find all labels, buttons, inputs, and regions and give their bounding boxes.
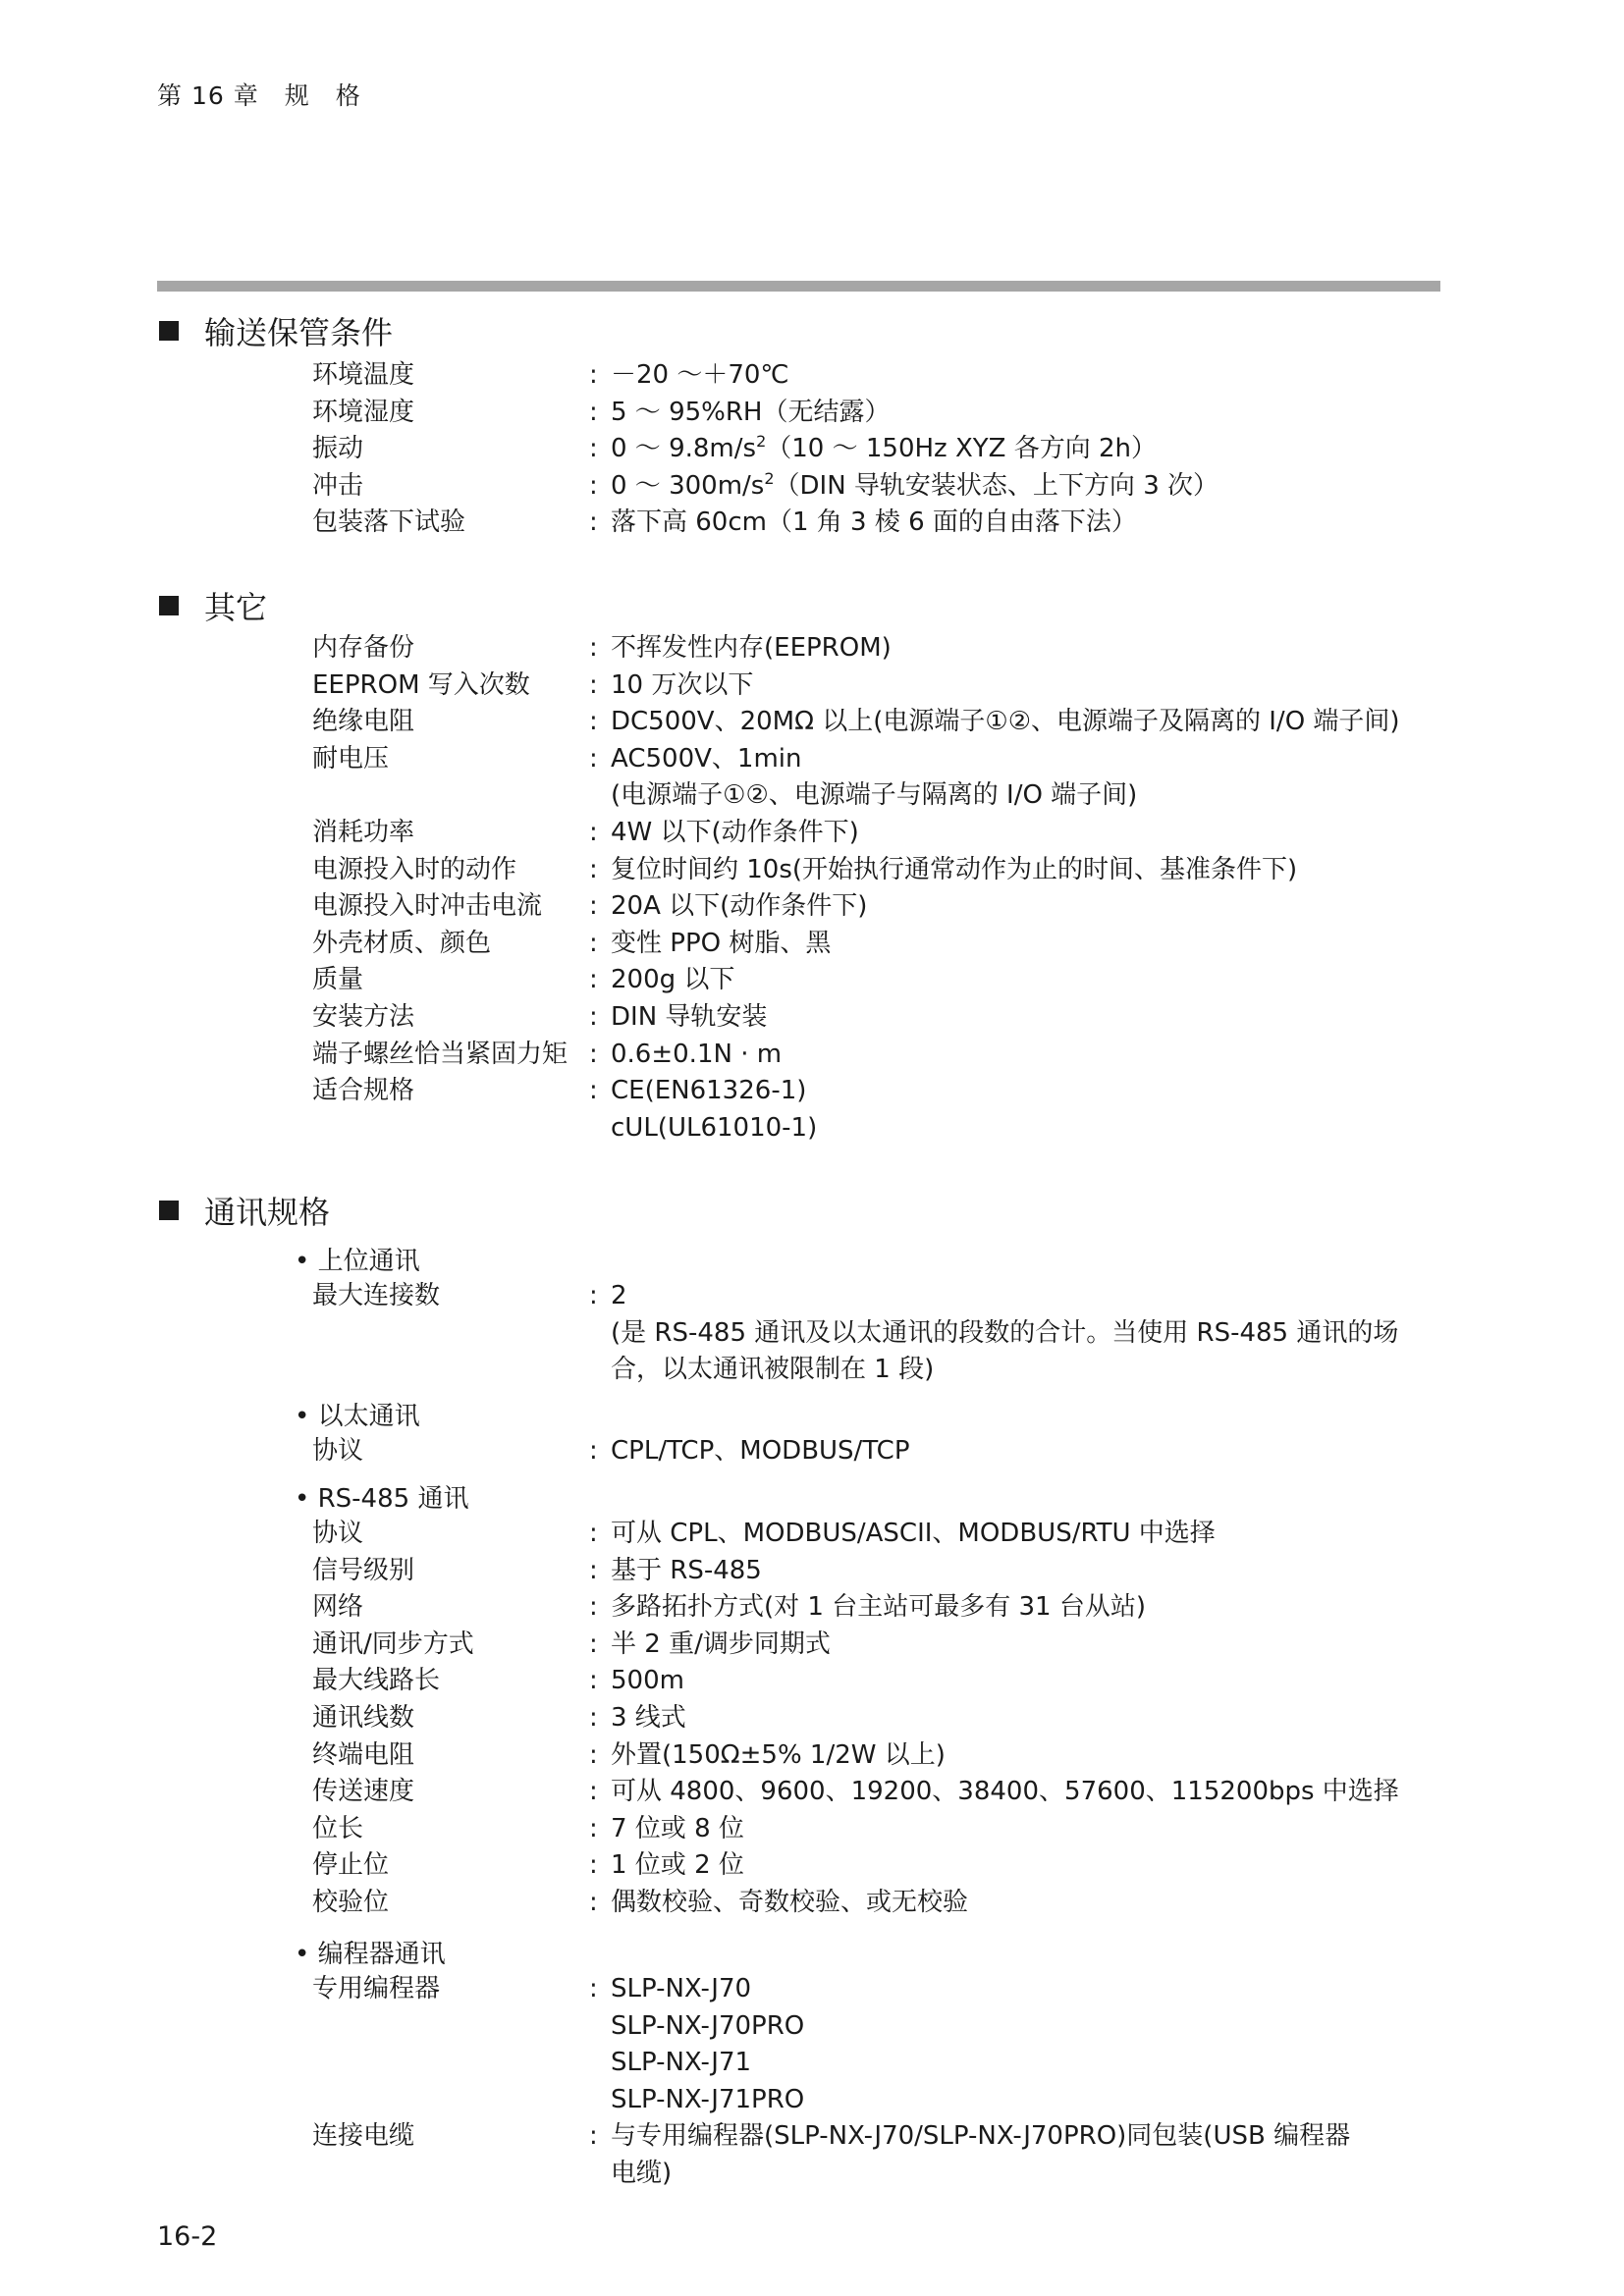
colon-separator: : xyxy=(589,434,598,464)
spec-value xyxy=(589,1737,946,1773)
spec-value xyxy=(589,2156,672,2191)
spec-label: 耐电压 xyxy=(312,743,390,774)
spec-value xyxy=(589,1073,806,1108)
spec-value-text: 10 万次以下 xyxy=(611,669,754,700)
spec-value xyxy=(589,777,1137,813)
spec-label: 质量 xyxy=(312,965,364,995)
spec-value xyxy=(589,1433,910,1468)
subsection-programmer: • 编程器通讯 xyxy=(295,1940,446,1969)
spec-value-text: 3 线式 xyxy=(611,1703,686,1733)
colon-separator: : xyxy=(589,891,598,922)
colon-separator: : xyxy=(589,1739,598,1770)
chapter-header: 第 16 章 规 格 xyxy=(157,81,361,110)
spec-value xyxy=(589,1553,762,1588)
spec-label: 环境温度 xyxy=(312,360,415,390)
spec-value xyxy=(589,815,859,850)
spec-value xyxy=(589,1278,627,1313)
spec-label: 绝缘电阻 xyxy=(312,707,415,737)
spec-value xyxy=(589,2082,804,2117)
spec-value-text: 落下高 60cm（1 角 3 棱 6 面的自由落下法） xyxy=(611,507,1137,538)
spec-value-text: 4W 以下(动作条件下) xyxy=(611,818,859,847)
spec-label: 适合规格 xyxy=(312,1076,415,1106)
colon-separator: : xyxy=(589,965,598,995)
section-title-transport xyxy=(159,308,393,353)
spec-label: 安装方法 xyxy=(312,1002,415,1032)
spec-value xyxy=(589,1315,1398,1351)
spec-value-text: 2 xyxy=(611,1281,627,1310)
spec-value-text: 与专用编程器(SLP-NX-J70/SLP-NX-J70PRO)同包装(USB 编程器 xyxy=(611,2121,1351,2152)
colon-separator: : xyxy=(589,854,598,884)
colon-separator: : xyxy=(589,633,598,663)
colon-separator: : xyxy=(589,1777,598,1807)
square-bullet-icon xyxy=(159,321,179,341)
spec-value xyxy=(589,999,767,1035)
colon-separator: : xyxy=(589,1076,598,1106)
section-title-text: 其它 xyxy=(204,589,268,626)
colon-separator: : xyxy=(589,1002,598,1032)
page-number: 16-2 xyxy=(157,2221,218,2252)
colon-separator: : xyxy=(589,1703,598,1733)
spec-value-text: 5 ～ 95%RH（无结露） xyxy=(611,397,891,427)
colon-separator: : xyxy=(589,507,598,538)
spec-label: 位长 xyxy=(312,1813,364,1843)
spec-value xyxy=(589,852,1297,887)
spec-label: 终端电阻 xyxy=(312,1739,415,1770)
spec-value-text: 外置(150Ω±5% 1/2W 以上) xyxy=(611,1739,946,1770)
spec-value-text: 电缆) xyxy=(611,2159,673,2188)
colon-separator: : xyxy=(589,2121,598,2152)
spec-label: EEPROM 写入次数 xyxy=(312,669,530,700)
spec-value-text: 合，以太通讯被限制在 1 段) xyxy=(611,1355,935,1385)
spec-value-text: 变性 PPO 树脂、黑 xyxy=(611,928,832,958)
colon-separator: : xyxy=(589,818,598,847)
spec-value-text: 半 2 重/调步同期式 xyxy=(611,1629,831,1659)
subsection-host: • 上位通讯 xyxy=(295,1247,420,1276)
spec-value xyxy=(589,1627,831,1662)
colon-separator: : xyxy=(589,669,598,700)
spec-label: 通讯/同步方式 xyxy=(312,1629,474,1659)
spec-label: 校验位 xyxy=(312,1888,390,1917)
spec-value xyxy=(589,468,1218,504)
spec-value xyxy=(589,2008,804,2044)
section-title-comm xyxy=(159,1188,330,1233)
spec-value-text: (电源端子①②、电源端子与隔离的 I/O 端子间) xyxy=(611,780,1138,811)
colon-separator: : xyxy=(589,1592,598,1623)
colon-separator: : xyxy=(589,1555,598,1585)
spec-value-text: 可从 CPL、MODBUS/ASCII、MODBUS/RTU 中选择 xyxy=(611,1519,1216,1548)
spec-value xyxy=(589,1885,968,1920)
spec-label: 电源投入时冲击电流 xyxy=(312,891,543,922)
spec-value-text: (是 RS-485 通讯及以太通讯的段数的合计。当使用 RS-485 通讯的场 xyxy=(611,1317,1399,1348)
colon-separator: : xyxy=(589,1850,598,1881)
spec-value xyxy=(589,1811,744,1846)
subsection-rs485: • RS-485 通讯 xyxy=(295,1484,469,1514)
spec-value xyxy=(589,431,1157,466)
spec-label: 协议 xyxy=(312,1436,364,1466)
spec-value xyxy=(589,1516,1216,1551)
spec-value xyxy=(589,667,753,703)
spec-value xyxy=(589,741,801,776)
spec-value xyxy=(589,505,1137,540)
spec-value xyxy=(589,926,831,961)
spec-value-text: 复位时间约 10s(开始执行通常动作为止的时间、基准条件下) xyxy=(611,854,1298,884)
spec-value-text: 基于 RS-485 xyxy=(611,1555,762,1585)
spec-value-text: SLP-NX-J71PRO xyxy=(611,2084,805,2114)
spec-value xyxy=(589,1847,744,1883)
spec-label: 连接电缆 xyxy=(312,2121,415,2152)
square-bullet-icon xyxy=(159,1201,179,1220)
spec-label: 停止位 xyxy=(312,1850,390,1881)
section-title-text: 通讯规格 xyxy=(204,1194,331,1231)
spec-label: 信号级别 xyxy=(312,1555,415,1585)
subsection-ethernet: • 以太通讯 xyxy=(295,1402,420,1431)
colon-separator: : xyxy=(589,1039,598,1069)
spec-label: 最大连接数 xyxy=(312,1281,441,1310)
spec-label: 外壳材质、颜色 xyxy=(312,928,492,958)
spec-value xyxy=(589,630,892,666)
spec-label: 冲击 xyxy=(312,470,364,501)
spec-value xyxy=(589,2045,751,2080)
spec-value-text: 偶数校验、奇数校验、或无校验 xyxy=(611,1888,969,1917)
colon-separator: : xyxy=(589,928,598,958)
spec-value xyxy=(589,1352,934,1387)
colon-separator: : xyxy=(589,1629,598,1659)
spec-value-text: SLP-NX-J70 xyxy=(611,1974,752,2003)
spec-value xyxy=(589,962,734,997)
colon-separator: : xyxy=(589,360,598,390)
spec-value-text: 1 位或 2 位 xyxy=(611,1850,744,1881)
spec-value xyxy=(589,1774,1399,1809)
spec-value-text: －20 ～＋70℃ xyxy=(611,360,789,390)
spec-value-text: 500m xyxy=(611,1666,684,1696)
spec-label: 消耗功率 xyxy=(312,818,415,847)
spec-value-text: 不挥发性内存(EEPROM) xyxy=(611,633,892,663)
spec-label: 协议 xyxy=(312,1519,364,1548)
spec-value xyxy=(589,704,1400,739)
colon-separator: : xyxy=(589,743,598,774)
spec-label: 内存备份 xyxy=(312,633,415,663)
spec-label: 通讯线数 xyxy=(312,1703,415,1733)
spec-value xyxy=(589,888,867,924)
spec-value xyxy=(589,1700,686,1735)
spec-value xyxy=(589,1971,751,2006)
section-title-other xyxy=(159,583,267,628)
colon-separator: : xyxy=(589,1813,598,1843)
spec-value-text: 0.6±0.1N · m xyxy=(611,1039,783,1069)
spec-label: 振动 xyxy=(312,434,364,464)
spec-value-text: 可从 4800、9600、19200、38400、57600、115200bps 中选择 xyxy=(611,1777,1399,1807)
spec-value-text: 多路拓扑方式(对 1 台主站可最多有 31 台从站) xyxy=(611,1592,1146,1623)
section-divider xyxy=(157,281,1440,292)
spec-value-text: DIN 导轨安装 xyxy=(611,1002,768,1032)
spec-value-text: 7 位或 8 位 xyxy=(611,1813,744,1843)
spec-value-text: 0 ～ 9.8m/s xyxy=(611,434,757,464)
colon-separator: : xyxy=(589,397,598,427)
spec-value-text: SLP-NX-J70PRO xyxy=(611,2010,805,2041)
spec-label: 端子螺丝恰当紧固力矩 xyxy=(312,1039,568,1069)
colon-separator: : xyxy=(589,470,598,501)
spec-label: 环境湿度 xyxy=(312,397,415,427)
section-title-text: 输送保管条件 xyxy=(204,314,394,351)
spec-value xyxy=(589,1110,817,1146)
spec-label: 包装落下试验 xyxy=(312,507,466,538)
colon-separator: : xyxy=(589,707,598,737)
spec-value xyxy=(589,1663,684,1698)
square-bullet-icon xyxy=(159,596,179,615)
spec-label: 最大线路长 xyxy=(312,1666,441,1696)
spec-value-text: （10 ～ 150Hz XYZ 各方向 2h） xyxy=(766,434,1158,464)
spec-value-text: cUL(UL61010-1) xyxy=(611,1112,818,1143)
colon-separator: : xyxy=(589,1888,598,1917)
colon-separator: : xyxy=(589,1974,598,2003)
spec-label: 传送速度 xyxy=(312,1777,415,1807)
spec-value xyxy=(589,1589,1146,1625)
spec-value-text: SLP-NX-J71 xyxy=(611,2048,752,2078)
spec-value xyxy=(589,395,890,430)
spec-value-text: 200g 以下 xyxy=(611,965,735,995)
colon-separator: : xyxy=(589,1436,598,1466)
colon-separator: : xyxy=(589,1281,598,1310)
spec-value-text: 20A 以下(动作条件下) xyxy=(611,891,868,922)
spec-value-text: DC500V、20MΩ 以上(电源端子①②、电源端子及隔离的 I/O 端子间) xyxy=(611,707,1400,737)
spec-value-text: CPL/TCP、MODBUS/TCP xyxy=(611,1436,910,1466)
spec-value xyxy=(589,2118,1350,2154)
spec-value-text: AC500V、1min xyxy=(611,743,802,774)
spec-value xyxy=(589,1037,782,1072)
spec-value-text: 0 ～ 300m/s xyxy=(611,470,765,501)
spec-value xyxy=(589,357,789,393)
spec-label: 电源投入时的动作 xyxy=(312,854,517,884)
spec-value-text: CE(EN61326-1) xyxy=(611,1076,807,1106)
spec-label: 专用编程器 xyxy=(312,1974,441,2003)
spec-label: 网络 xyxy=(312,1592,364,1623)
colon-separator: : xyxy=(589,1519,598,1548)
superscript: 2 xyxy=(756,432,767,452)
superscript: 2 xyxy=(764,468,775,488)
colon-separator: : xyxy=(589,1666,598,1696)
spec-value-text: （DIN 导轨安装状态、上下方向 3 次） xyxy=(774,470,1219,501)
